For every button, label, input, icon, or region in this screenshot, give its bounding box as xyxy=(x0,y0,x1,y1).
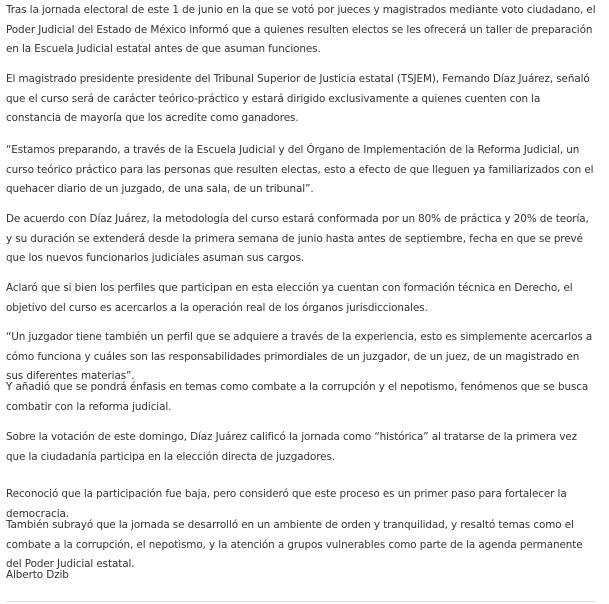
divider xyxy=(6,601,596,602)
article-author: Alberto Dzib xyxy=(6,569,69,581)
article-paragraph: Reconoció que la participación fue baja, pero consideró que este proceso es un primer paso para fortalecer la democracia. xyxy=(6,488,567,520)
article-paragraph: Sobre la votación de este domingo, Díaz Juárez calificó la jornada como “histórica” al tratarse de la primera vez que la ciudadanía participa en la elección directa de juzgadores. xyxy=(6,431,578,463)
article-paragraph: También subrayó que la jornada se desarrolló en un ambiente de orden y tranquilidad, y resaltó temas como el combate a la corrupción, el nepotismo, y la atención a grupos vulnerables como parte de la agenda permanente del Poder Judicial estatal. xyxy=(6,519,583,571)
article-paragraph: “Un juzgador tiene también un perfil que se adquiere a través de la experiencia, esto es simplemente acercarlos a cómo funciona y cuáles son las responsabilidades primordiales de un juzgador, de un juez, de un magistrado en sus diferentes materias”. xyxy=(6,331,593,383)
article-paragraph: Tras la jornada electoral de este 1 de junio en la que se votó por jueces y magistrados mediante voto ciudadano, el Poder Judicial del Estado de México informó que a quienes resulten electos se les ofrecerá un taller de preparación en la Escuela Judicial estatal antes de que asuman funciones. xyxy=(6,4,596,56)
article-paragraph: Aclaró que si bien los perfiles que participan en esta elección ya cuentan con formación técnica en Derecho, el objetivo del curso es acercarlos a la operación real de los órganos jurisdiccionales. xyxy=(6,282,573,314)
article-paragraph: De acuerdo con Díaz Juárez, la metodología del curso estará conformada por un 80% de práctica y 20% de teoría, y su duración se extenderá desde la primera semana de junio hasta antes de septiembre, fecha en que se prevé que los nuevos funcionarios judiciales asuman sus cargos. xyxy=(6,213,589,265)
article-paragraph: “Estamos preparando, a través de la Escuela Judicial y del Órgano de Implementación de la Reforma Judicial, un curso teórico práctico para las personas que resulten electas, esto a efecto de que lleguen ya familiarizados con el quehacer diario de un juzgado, de una sala, de un tribunal”. xyxy=(6,144,594,196)
article-paragraph: El magistrado presidente presidente del Tribunal Superior de Justicia estatal (TSJEM), Fernando Díaz Juárez, señaló que el curso será de carácter teórico-práctico y estará dirigido exclusivamente a quienes cuenten con la constancia de mayoría que los acredite como ganadores. xyxy=(6,73,590,125)
article-paragraph: Y añadió que se pondrá énfasis en temas como combate a la corrupción y el nepotismo, fenómenos que se busca combatir con la reforma judicial. xyxy=(6,381,589,413)
